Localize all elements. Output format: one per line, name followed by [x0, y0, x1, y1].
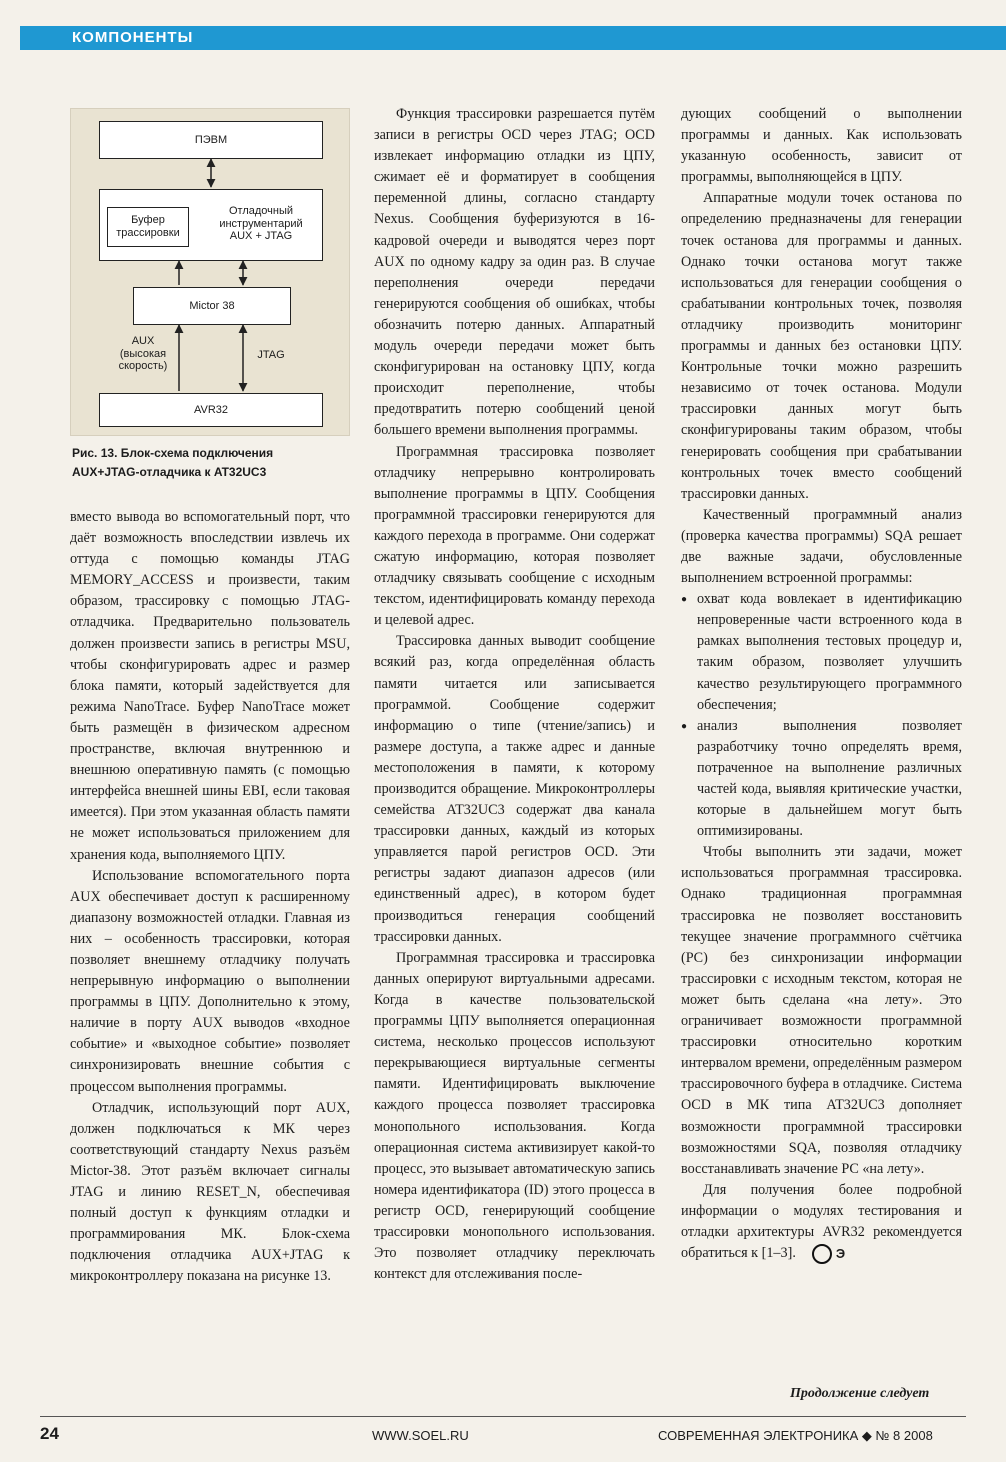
site-url: WWW.SOEL.RU	[372, 1428, 469, 1443]
debugger-tools-label: Отладочный инструментарий AUX + JTAG	[219, 205, 303, 243]
text-column-3	[681, 104, 962, 1264]
paragraph: вместо вывода во вспомогательный порт, что даёт возможность впоследствии извлечь их оттуда с помощью команды JTAG MEMORY_ACCESS и произвести, таким образом, трассировку с помощью JTAG-отладчика. Предварительно пользователь должен произвести запись в регистры MSU, чтобы сконфигурировать адрес и размер блока памяти, который задействуется для режима NanoTrace. Буфер NanoTrace может быть размещён в физическом адресном пространстве, включая внутреннюю и внешнюю оперативную память (с помощью интерфейса внешней шины EBI, если таковая имеется). При этом указанная область памяти не может использоваться приложением для хранения кода, выполняемого ЦПУ.	[70, 509, 350, 863]
paragraph: дующих сообщений о выполнении программы и данных. Как использовать указанную особенность, зависит от программы, выполняющейся в ЦПУ.	[681, 106, 962, 186]
paragraph	[681, 1180, 962, 1264]
bullet-list	[681, 589, 962, 842]
text-column-2	[374, 104, 655, 1285]
trace-buffer-label: Буфер трассировки	[116, 214, 180, 239]
paragraph: Трассировка данных выводит сообщение всякий раз, когда определённая область памяти читается или записывается программой. Сообщение содержит информацию о типе (чтение/запись) и размере доступа, а также адрес и данные местоположения в памяти, к которому производится обращение. Микроконтроллеры семейства AT32UC3 содержат два канала трассировки данных, каждый из которых управляется парой регистров OCD. Эти регистры задают диапазон адресов (или единственный адрес), в котором будет производиться генерация сообщений трассировки данных.	[374, 633, 655, 945]
paragraph: Использование вспомогательного порта AUX обеспечивает доступ к расширенному диапазону возможностей отладки. Главная из них – особенность трассировки, которая позволяет внешнему отладчику получать непрерывную информацию о выполнении программы в ЦПУ. Дополнительно к этому, наличие в порту AUX выводов «входное событие» и «выходное событие» позволяет синхронизировать внешние события с процессом выполнения программы.	[70, 867, 350, 1095]
footer-divider	[40, 1416, 966, 1417]
paragraph: Качественный программный анализ (проверка качества программы) SQA решает две важные задачи, обусловленные выполнением встроенной программы:	[681, 506, 962, 587]
paragraph: Программная трассировка и трассировка данных оперируют виртуальными адресами. Когда в качестве пользовательской программы ЦПУ выполняется операционная система, несколько процессов используют перекрывающиеся виртуальные сегменты памяти. Идентифицировать выключение каждого процесса позволяет трассировка монопольного использования. Когда операционная система активизирует какой-то процесс, это вызывает автоматическую запись номера идентификатора (ID) этого процесса в регистр OCD, генерирующий сообщение трассировки монопольного использования. Это позволяет отладчику переключать контекст для отслеживания после-	[374, 949, 655, 1283]
journal-info: СОВРЕМЕННАЯ ЭЛЕКТРОНИКА ◆ № 8 2008	[658, 1428, 933, 1443]
figure-caption	[72, 444, 362, 482]
paragraph: Отладчик, использующий порт AUX, должен подключаться к МК через соответствующий стандарту Nexus разъём Mictor-38. Этот разъём включает сигналы JTAG и линию RESET_N, обеспечивая полный доступ к функциям отладки и программирования МК. Блок-схема подключения отладчика AUX+JTAG к микроконтроллеру показана на рисунке 13.	[70, 1099, 350, 1285]
aux-label: AUX (высокая скорость)	[118, 335, 168, 373]
page-number: 24	[40, 1424, 59, 1443]
list-item: ● охват кода вовлекает в идентификацию непроверенные части встроенного кода в рамках выполнения тестовых процедур и, таким образом, позволяет улучшить качество результирующего программного обеспечения;	[681, 589, 962, 716]
paragraph: Аппаратные модули точек останова по определению предназначены для генерации точек останова для программы и данных. Однако точки останова могут также использоваться для генерации сообщения о срабатывании контрольных точек, позволяя отладчику производить мониторинг программы и данных без остановки ЦПУ. Контрольные точки можно разрешить независимо от точек останова. Модули трассировки данных могут быть сконфигурированы таким образом, чтобы генерировать сообщения при срабатывании контрольных точек вместо сообщений трассировки данных.	[681, 190, 962, 502]
continued-note: Продолжение следует	[790, 1386, 930, 1401]
figure-13	[70, 108, 350, 436]
section-header-bar	[20, 26, 1006, 50]
paragraph: Программная трассировка позволяет отладчику непрерывно контролировать выполнение программы в ЦПУ. Сообщения программной трассировки генерируются для каждого перехода в программе. Они содержат сжатую информацию, которая позволяет отладчику связывать сообщение с исходным текстом, идентифицировать команду перехода и целевой адрес.	[374, 443, 655, 629]
avr32-label: AVR32	[193, 403, 229, 416]
paragraph: Чтобы выполнить эти задачи, может использоваться программная трассировка. Однако традиционная программная трассировка не позволяет восстановить текущее значение программного счётчика (PC) без синхронизации информации трассировки с исходным текстом, которая не может быть сделана «на лету». Это ограничивает возможности программной трассировки относительно коротким интервалом времени, определённым размером трассировочного буфера в отладчике. Система OCD в МК типа AT32UC3 дополняет возможности программной трассировки возможностями SQA, позволяя отладчику восстанавливать значение PC «на лету».	[681, 844, 962, 1177]
section-title: КОМПОНЕНТЫ	[72, 29, 194, 46]
mictor-label: Mictor 38	[189, 299, 235, 312]
paragraph-text: Для получения более подробной информации о модулях тестирования и отладки архитектуры AVR32 рекомендуется обратиться к [1–3].	[681, 1181, 962, 1262]
pc-box	[99, 121, 323, 159]
paragraph: Функция трассировки разрешается путём записи в регистры OCD через JTAG; OCD извлекает информацию отладки из ЦПУ, сжимает её и форматирует в сообщения переменной длины, согласно стандарту Nexus. Сообщения буферизуются в 16-кадровой очереди и выводятся через порт AUX по одному кадру за один раз. В случае переполнения очереди передачи генерируются сообщения об ошибках, чтобы обозначить потерю данных. Аппаратный модуль очереди передачи может быть сконфигурирован на остановку ЦПУ, когда происходит переполнение, чтобы предотвратить потерю сообщений ценой большего времени выполнения программы.	[374, 106, 655, 439]
soel-logo-icon: Э	[812, 1244, 832, 1264]
pc-label: ПЭВМ	[194, 133, 228, 146]
mictor-box	[133, 287, 291, 325]
avr32-box	[99, 393, 323, 427]
figure-caption-line1: Рис. 13. Блок-схема подключения	[72, 446, 274, 460]
trace-buffer-box	[107, 207, 189, 247]
text-column-1	[70, 507, 350, 1287]
jtag-label: JTAG	[257, 349, 285, 361]
list-item: ● анализ выполнения позволяет разработчику точно определять время, потраченное на выполнение различных частей кода, выявляя критические участки, которые в дальнейшем могут быть оптимизированы.	[681, 716, 962, 843]
figure-caption-line2: AUX+JTAG-отладчика к AT32UC3	[72, 465, 267, 480]
